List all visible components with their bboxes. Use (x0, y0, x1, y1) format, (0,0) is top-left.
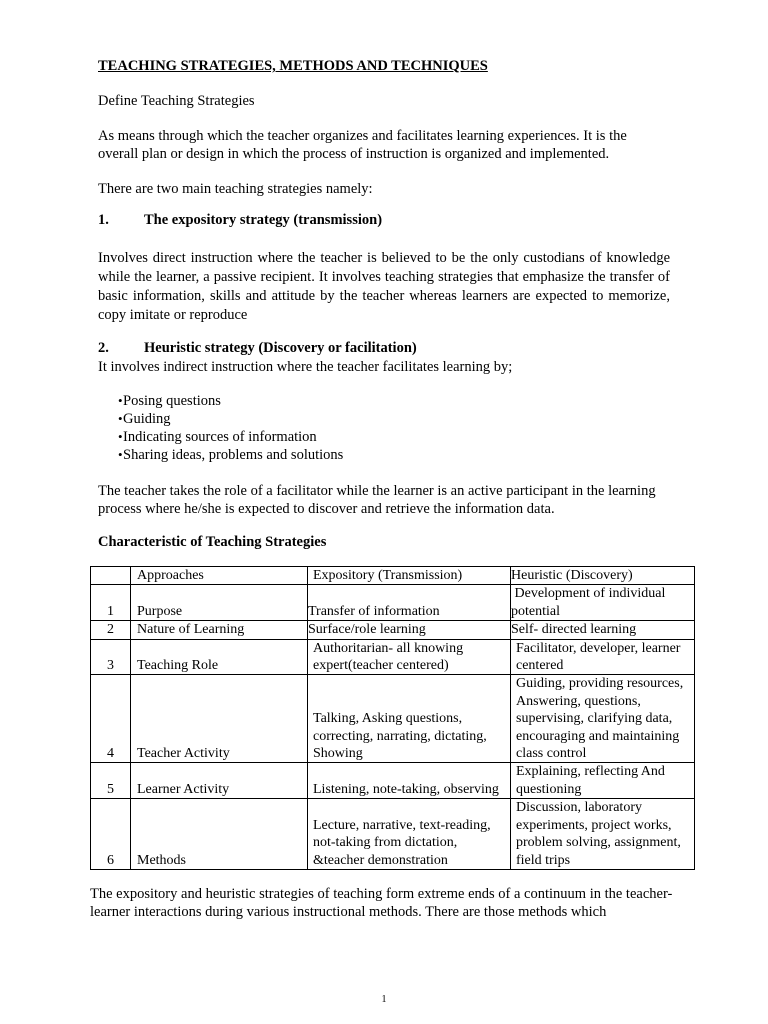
table-row (91, 639, 695, 675)
table-row (91, 675, 695, 763)
list-item: •Posing questions (98, 392, 343, 410)
row-number: 6 (91, 799, 131, 870)
definition-paragraph: As means through which the teacher organizes and facilitates learning experiences. It is the overall plan or design in which the process of instruction is organized and implemented. (98, 128, 627, 162)
row-expository: Authoritarian- all knowing expert(teacher centered) (308, 639, 511, 675)
row-expository: Listening, note-taking, observing (308, 763, 511, 799)
closing-paragraph: The expository and heuristic strategies of teaching form extreme ends of a continuum in the teacher-learner interactions during various instructional methods. There are those methods which (90, 886, 673, 920)
strategy2-title: Heuristic strategy (Discovery or facilitation) (144, 340, 417, 356)
row-expository: Transfer of information (308, 585, 511, 621)
row-number: 4 (91, 675, 131, 763)
strategy2-bullet-list (98, 392, 343, 464)
row-approach: Methods (131, 799, 308, 870)
strategy1-body: Involves direct instruction where the teacher is believed to be the only custodians of knowledge while the learner, a passive recipient. It involves teaching strategies that emphasize the transfer of basic information, skills and attitude by the teacher whereas learners are expected to memorize, copy imitate or reproduce (98, 250, 670, 323)
row-expository: Talking, Asking questions, correcting, narrating, dictating, Showing (308, 675, 511, 763)
bullet-icon: • (118, 447, 123, 462)
row-heuristic: Discussion, laboratory experiments, project works, problem solving, assignment, field trips (511, 799, 695, 870)
table-row (91, 763, 695, 799)
row-heuristic: Development of individual potential (511, 585, 695, 621)
row-heuristic: Self- directed learning (511, 621, 695, 639)
header-cell-heuristic: Heuristic (Discovery) (511, 567, 695, 585)
table-header-row (91, 567, 695, 585)
bullet-icon: • (118, 429, 123, 444)
strategy1-heading (98, 212, 382, 229)
facilitator-paragraph: The teacher takes the role of a facilitator while the learner is an active participant in the learning process where he/she is expected to discover and retrieve the information data. (98, 483, 656, 517)
page-number: 1 (381, 994, 387, 1005)
list-item: •Indicating sources of information (98, 428, 343, 446)
list-item: •Guiding (98, 410, 343, 428)
list-item: •Sharing ideas, problems and solutions (98, 446, 343, 464)
table-row (91, 621, 695, 639)
row-approach: Learner Activity (131, 763, 308, 799)
bullet-icon: • (118, 411, 123, 426)
row-number: 1 (91, 585, 131, 621)
strategy2-body: It involves indirect instruction where the teacher facilitates learning by; (98, 359, 513, 375)
row-number: 2 (91, 621, 131, 639)
row-expository: Surface/role learning (308, 621, 511, 639)
row-heuristic: Guiding, providing resources, Answering, questions, supervising, clarifying data, encouraging and maintaining class control (511, 675, 695, 763)
row-approach: Teaching Role (131, 639, 308, 675)
row-approach: Purpose (131, 585, 308, 621)
row-approach: Nature of Learning (131, 621, 308, 639)
header-cell-expository: Expository (Transmission) (308, 567, 511, 585)
header-cell-approaches: Approaches (131, 567, 308, 585)
document-title: TEACHING STRATEGIES, METHODS AND TECHNIQUES (98, 58, 488, 74)
row-heuristic: Explaining, reflecting And questioning (511, 763, 695, 799)
define-heading: Define Teaching Strategies (98, 93, 255, 109)
header-cell-number (91, 567, 131, 585)
row-heuristic: Facilitator, developer, learner centered (511, 639, 695, 675)
row-approach: Teacher Activity (131, 675, 308, 763)
row-expository: Lecture, narrative, text-reading, not-taking from dictation, &teacher demonstration (308, 799, 511, 870)
strategy2-number: 2. (98, 340, 109, 356)
table-row (91, 585, 695, 621)
strategy1-number: 1. (98, 212, 109, 228)
strategy2-heading (98, 340, 417, 357)
table-row (91, 799, 695, 870)
bullet-icon: • (118, 393, 123, 408)
row-number: 5 (91, 763, 131, 799)
row-number: 3 (91, 639, 131, 675)
characteristics-heading: Characteristic of Teaching Strategies (98, 534, 327, 550)
characteristics-table (90, 566, 695, 870)
strategy1-title: The expository strategy (transmission) (144, 212, 383, 228)
intro-paragraph: There are two main teaching strategies namely: (98, 181, 373, 197)
